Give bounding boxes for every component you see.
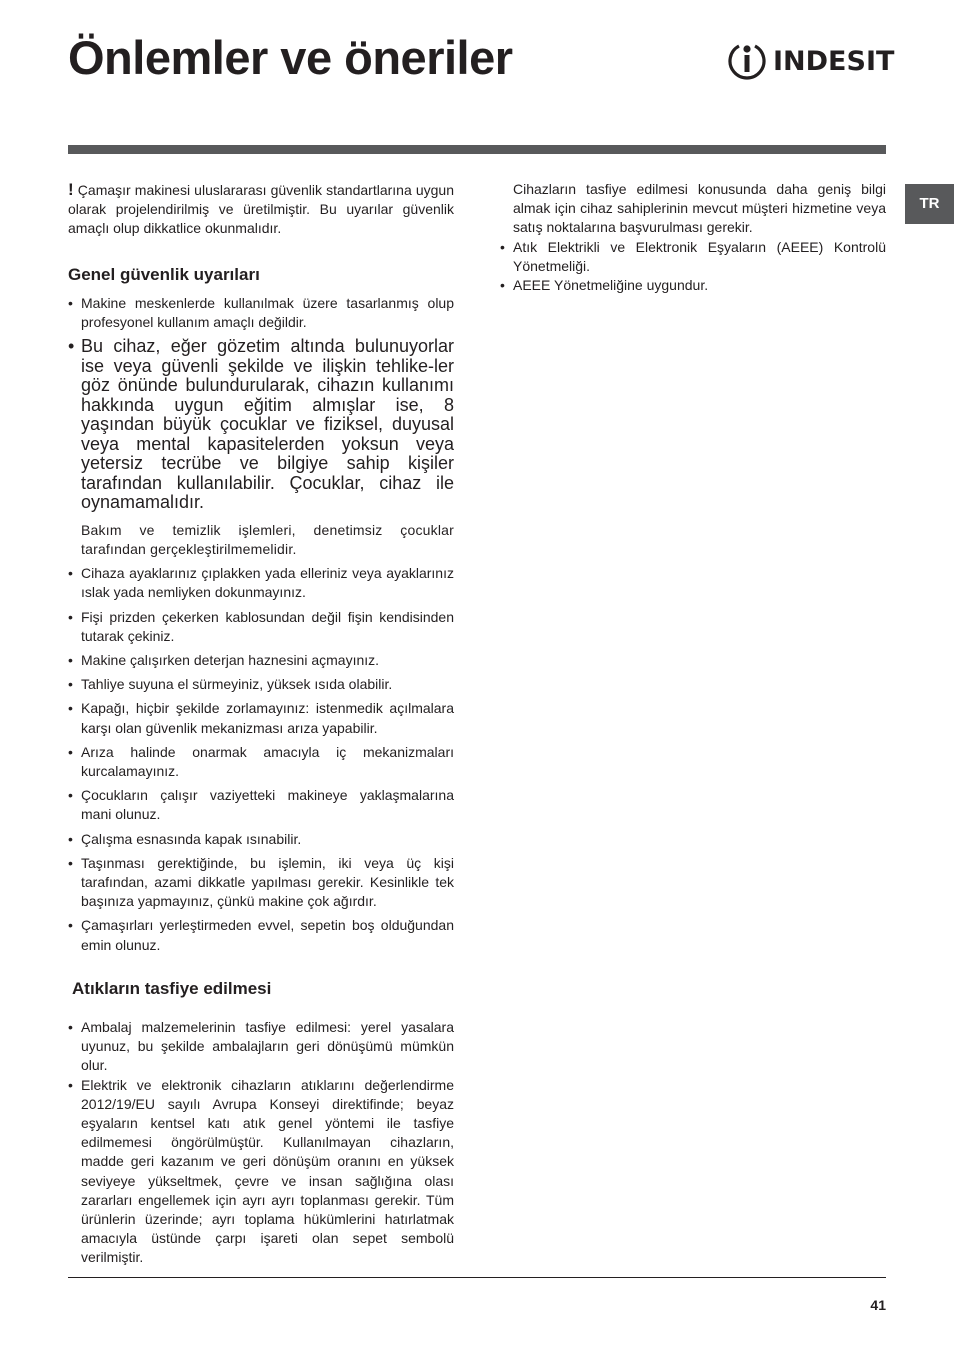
warning-mark: ! <box>68 180 74 199</box>
list-item: • Atık Elektrikli ve Elektronik Eşyaların (AEEE) Kontrolü Yönetmeliği. <box>500 238 886 276</box>
list-item: • Tahliye suyuna el sürmeyiniz, yüksek ısıda olabilir. <box>68 675 454 694</box>
list-item: • Elektrik ve elektronik cihazların atıklarını değerlendirme 2012/19/EU sayılı Avrupa Konseyi direktifinde; beyaz eşyaların kentsel katı atık genel yöntemi ile tasfiye edilmemesi öngörülmüştür. Kullanılmayan cihazların, madde geri kazanım ve geri dönüşüm oranını en yüksek seviyeye yükseltmek, çevre ve insan sağlığına olası zararları engellemek için ayrı ayrı toplanması gerekir. Tüm ürünlerin üzerinde; ayrı toplama hükümlerini hatırlatmak amacıyla üstünde çarpı işareti olan sepet sembolü verilmiştir. <box>68 1076 454 1268</box>
brand-name: INDESIT <box>773 46 895 77</box>
header-rule <box>68 145 886 154</box>
page-title: Önlemler ve öneriler <box>68 31 513 84</box>
waste-disposal-heading: Atıkların tasfiye edilmesi <box>72 978 272 998</box>
intro-paragraph <box>68 180 454 239</box>
general-safety-heading: Genel güvenlik uyarıları <box>68 264 260 284</box>
left-column <box>68 180 454 1268</box>
waste-disposal-list <box>68 1018 454 1268</box>
list-item: • Makine meskenlerde kullanılmak üzere tasarlanmış olup profesyonel kullanım amaçlı değildir. <box>68 294 454 332</box>
language-tab: TR <box>905 184 954 224</box>
intro-text: Çamaşır makinesi uluslararası güvenlik standartlarına uygun olarak projelendirilmiş ve üretilmiştir. Bu uyarılar güvenlik amaçlı olup dikkatlice okunmalıdır. <box>68 182 454 237</box>
page-number: 41 <box>870 1297 886 1313</box>
list-item: • Makine çalışırken deterjan haznesini açmayınız. <box>68 651 454 670</box>
waste-continuation-text: Cihazların tasfiye edilmesi konusunda daha geniş bilgi almak için cihaz sahiplerinin mevcut müşteri hizmetine veya satış noktalarına başvurulması gerekir. <box>513 181 886 236</box>
general-safety-list <box>68 294 454 513</box>
list-item: • Fişi prizden çekerken kablosundan değil fişin kendisinden tutarak çekiniz. <box>68 608 454 646</box>
list-item: • Kapağı, hiçbir şekilde zorlamayınız: istenmedik açılmalara karşı olan güvenlik mekanizması arıza yapabilir. <box>68 699 454 737</box>
list-item: • Çamaşırları yerleştirmeden evvel, sepetin boş olduğundan emin olunuz. <box>68 916 454 954</box>
list-item: • AEEE Yönetmeliğine uygundur. <box>500 276 886 295</box>
right-column <box>500 180 886 295</box>
general-safety-list-continued <box>68 564 454 955</box>
regulation-list <box>500 238 886 296</box>
brand-logo <box>725 40 895 82</box>
footer-rule <box>68 1277 886 1278</box>
list-item: • Ambalaj malzemelerinin tasfiye edilmesi: yerel yasalara uyunuz, bu şekilde ambalajların geri dönüşümü mümkün olur. <box>68 1018 454 1076</box>
list-item: • Taşınması gerektiğinde, bu işlemin, iki veya üç kişi tarafından, azami dikkatle yapılması gerekir. Kesinlikle tek başınıza yapmayınız, çünkü makine çok ağırdır. <box>68 854 454 912</box>
list-item: • Çocukların çalışır vaziyetteki makineye yaklaşmalarına mani olunuz. <box>68 786 454 824</box>
list-item: • Cihaza ayaklarınız çıplakken yada elleriniz veya ayaklarınız ıslak yada nemliyken dokunmayınız. <box>68 564 454 602</box>
list-item: • Arıza halinde onarmak amacıyla iç mekanizmaları kurcalamayınız. <box>68 743 454 781</box>
list-item: • Çalışma esnasında kapak ısınabilir. <box>68 830 454 849</box>
list-item-note: Bakım ve temizlik işlemleri, denetimsiz çocuklar tarafından gerçekleştirilmemelidir. <box>81 521 454 557</box>
indesit-i-logo-icon <box>725 40 769 82</box>
list-item: • Bu cihaz, eğer gözetim altında bulunuyorlar ise veya güvenli şekilde ve ilişkin tehlike-ler göz önünde bulundurularak, cihazın kullanımı hakkında uygun eğitim almışlar ise, 8 yaşından büyük çocuklar ve fiziksel, duyusal veya mental kapasitelerden yoksun veya yetersiz tecrübe ve bilgiye sahip kişiler tarafından kullanılabilir. Çocuklar, cihaz ile oynamamalıdır. <box>68 337 454 513</box>
